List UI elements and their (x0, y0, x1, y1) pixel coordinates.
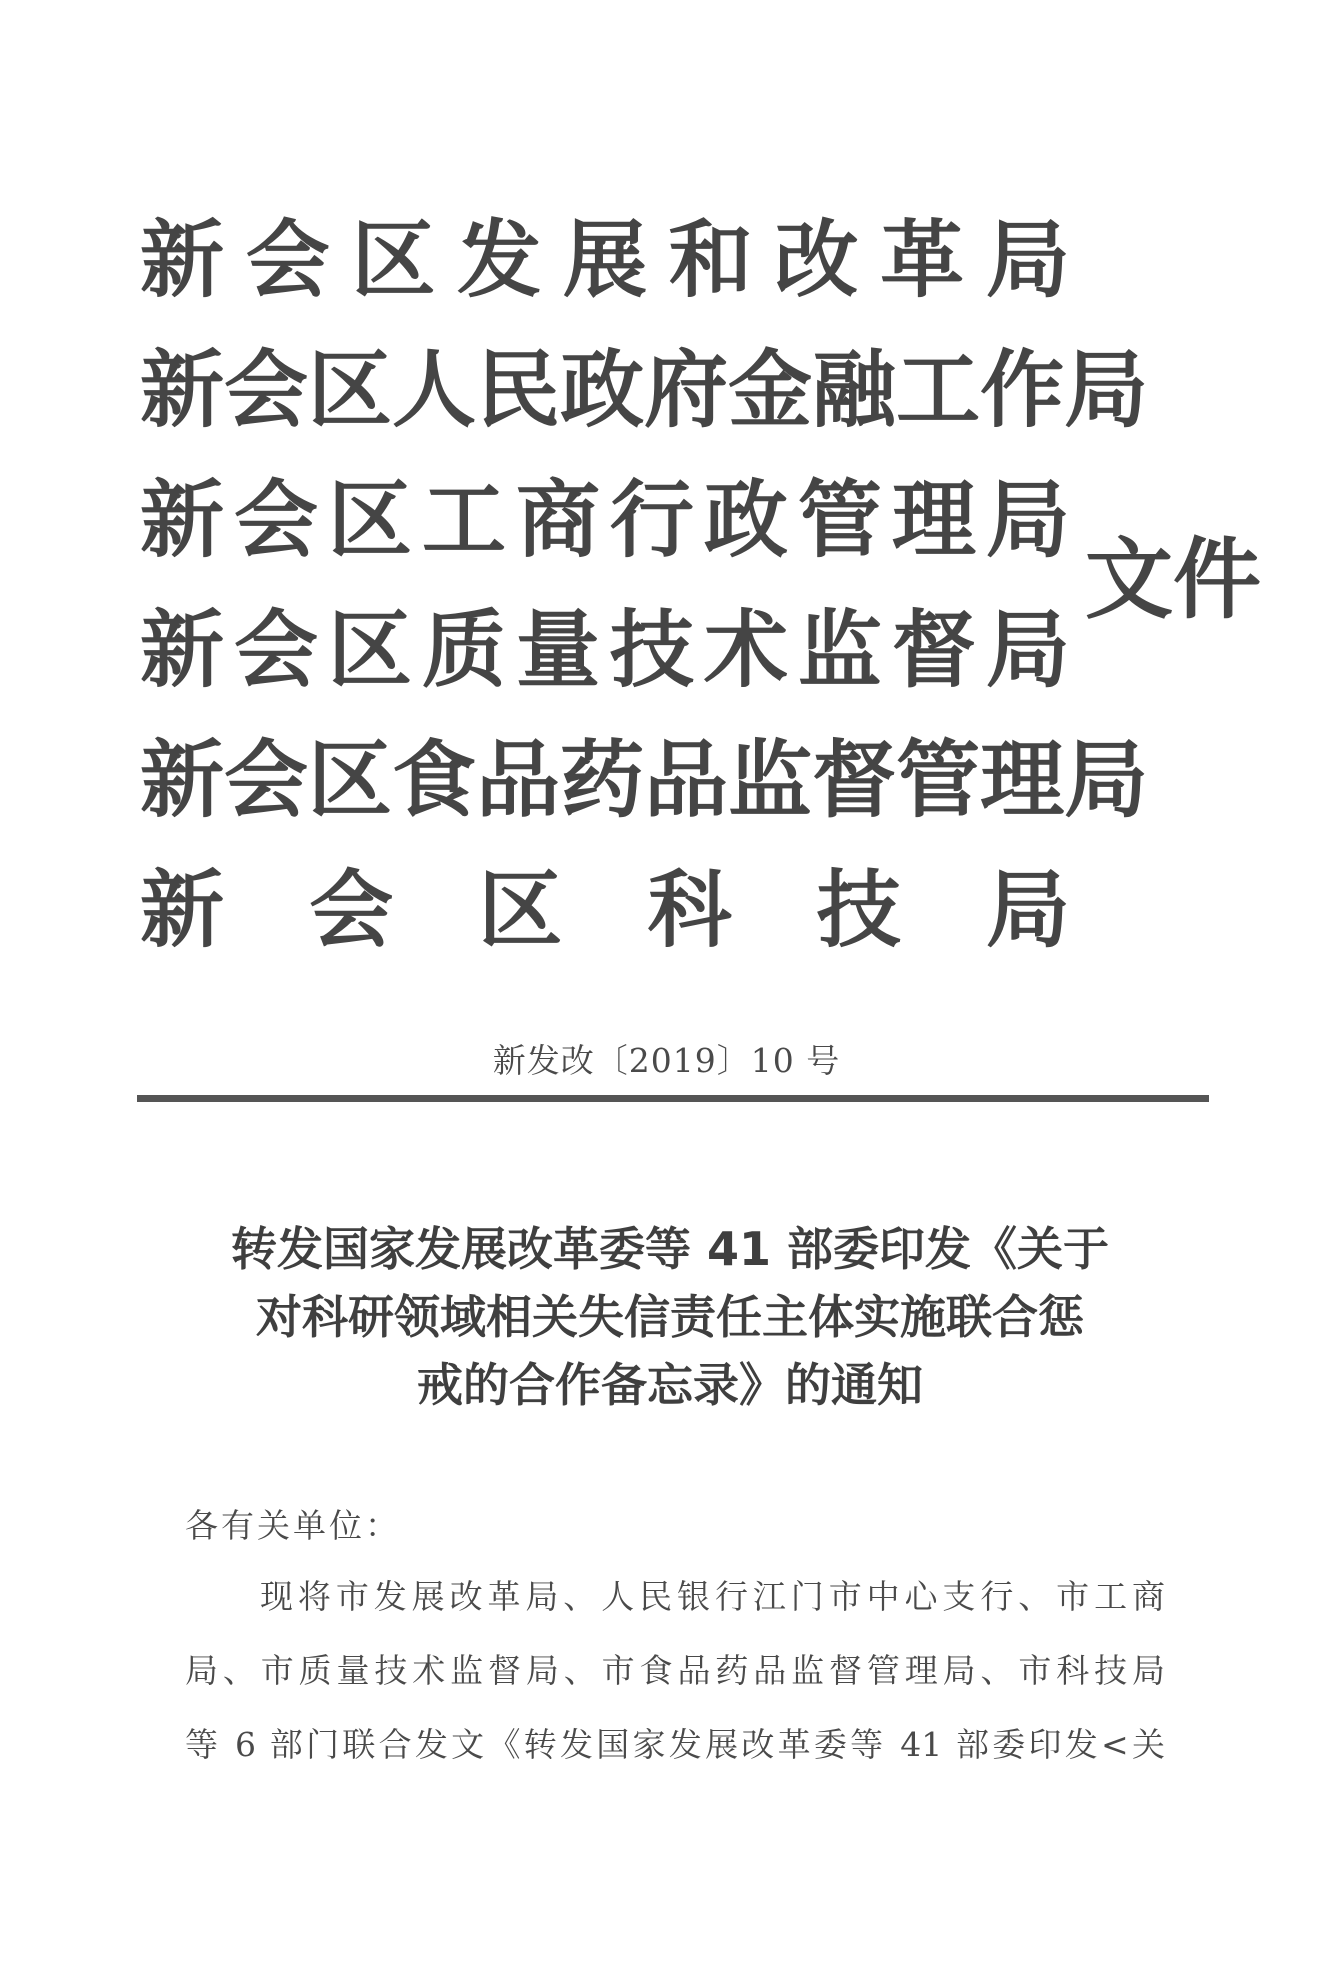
body-paragraph (185, 1560, 1165, 1782)
agency-char: 质 (421, 600, 506, 699)
agency-char: 区 (327, 470, 412, 569)
agency-char: 政 (560, 340, 645, 439)
agency-char: 量 (515, 600, 600, 699)
agency-char: 技 (609, 600, 694, 699)
agency-char: 食 (392, 730, 477, 829)
agency-char: 工 (896, 340, 981, 439)
agency-char: 新 (140, 730, 225, 829)
agency-char: 局 (985, 600, 1070, 699)
agency-char: 民 (476, 340, 561, 439)
agency-char: 发 (457, 210, 542, 309)
agency-line-3 (140, 455, 1070, 585)
agency-char: 人 (392, 340, 477, 439)
agency-char: 新 (140, 210, 225, 309)
document-title (150, 1215, 1190, 1419)
agency-line-5 (140, 715, 1149, 845)
agency-char: 局 (1064, 730, 1149, 829)
agency-char: 会 (233, 470, 318, 569)
agency-char: 和 (668, 210, 753, 309)
agency-char: 会 (233, 600, 318, 699)
header-divider (137, 1095, 1209, 1102)
agency-char: 品 (644, 730, 729, 829)
agency-char: 监 (797, 600, 882, 699)
agency-char: 新 (140, 340, 225, 439)
agency-char: 品 (476, 730, 561, 829)
agency-char: 督 (891, 600, 976, 699)
title-line-3: 戒的合作备忘录》的通知 (417, 1358, 923, 1412)
agency-char: 监 (728, 730, 813, 829)
body-line-2: 局、市质量技术监督局、市食品药品监督管理局、市科技局 (185, 1651, 1165, 1690)
agency-char: 政 (703, 470, 788, 569)
agency-char: 区 (351, 210, 436, 309)
agency-char: 会 (224, 730, 309, 829)
agency-char: 药 (560, 730, 645, 829)
agency-char: 商 (515, 470, 600, 569)
body-line-1: 现将市发展改革局、人民银行江门市中心支行、市工商 (260, 1577, 1165, 1616)
agency-char: 术 (703, 600, 788, 699)
agency-char: 督 (812, 730, 897, 829)
agency-char: 理 (980, 730, 1065, 829)
agency-char: 革 (880, 210, 965, 309)
agency-char: 科 (647, 860, 732, 959)
agency-char: 融 (812, 340, 897, 439)
agency-char: 新 (140, 470, 225, 569)
agency-char: 局 (985, 470, 1070, 569)
agency-char: 作 (980, 340, 1065, 439)
agency-char: 金 (728, 340, 813, 439)
issuing-agencies (140, 195, 1149, 975)
agency-line-2 (140, 325, 1149, 455)
agency-char: 行 (609, 470, 694, 569)
agency-char: 区 (308, 340, 393, 439)
agency-char: 区 (327, 600, 412, 699)
agency-char: 管 (797, 470, 882, 569)
agency-char: 局 (985, 210, 1070, 309)
agency-char: 局 (1064, 340, 1149, 439)
agency-char: 管 (896, 730, 981, 829)
agency-char: 新 (140, 860, 225, 959)
agency-char: 新 (140, 600, 225, 699)
document-number: 新发改〔2019〕10 号 (492, 1041, 841, 1080)
salutation: 各有关单位： (185, 1506, 401, 1545)
title-line-1: 转发国家发展改革委等 41 部委印发《关于 (230, 1222, 1110, 1276)
agency-char: 区 (478, 860, 563, 959)
body-line-3: 等 6 部门联合发文《转发国家发展改革委等 41 部委印发<关 (185, 1725, 1165, 1764)
agency-char: 会 (245, 210, 330, 309)
agency-char: 工 (421, 470, 506, 569)
agency-line-4 (140, 585, 1070, 715)
agency-char: 区 (308, 730, 393, 829)
agency-char: 改 (774, 210, 859, 309)
agency-char: 府 (644, 340, 729, 439)
agency-line-1 (140, 195, 1070, 325)
agency-char: 展 (562, 210, 647, 309)
document-suffix: 文件 (1085, 527, 1262, 631)
agency-char: 理 (891, 470, 976, 569)
agency-char: 会 (224, 340, 309, 439)
agency-char: 会 (309, 860, 394, 959)
agency-line-6 (140, 845, 1070, 975)
agency-char: 技 (816, 860, 901, 959)
agency-char: 局 (985, 860, 1070, 959)
title-line-2: 对科研领域相关失信责任主体实施联合惩 (256, 1290, 1084, 1344)
